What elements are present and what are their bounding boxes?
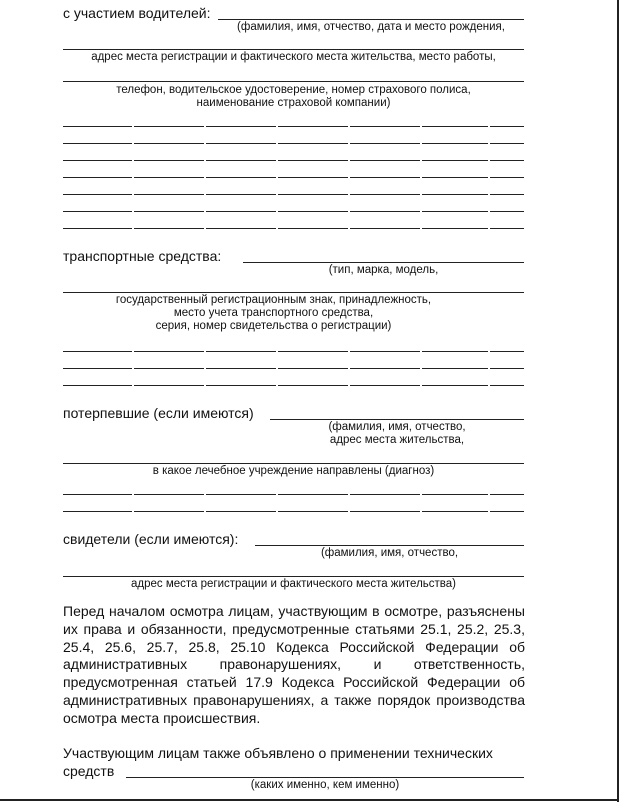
victims-hint-1: (фамилия, имя, отчество,	[328, 421, 466, 433]
blank-line-segment[interactable]	[134, 511, 204, 512]
drivers-input-line[interactable]	[218, 19, 524, 20]
blank-line-segment[interactable]	[350, 385, 420, 386]
blank-line-segment[interactable]	[63, 228, 132, 229]
blank-line-segment[interactable]	[63, 511, 132, 512]
blank-line-segment[interactable]	[490, 177, 524, 178]
blank-line-segment[interactable]	[134, 143, 204, 144]
vehicles-hint-2: государственный регистрационным знак, принадлежность,	[115, 294, 432, 306]
blank-line-segment[interactable]	[278, 160, 348, 161]
blank-line-segment[interactable]	[278, 177, 348, 178]
blank-line-segment[interactable]	[490, 126, 524, 127]
blank-line-segment[interactable]	[278, 368, 348, 369]
blank-line-segment[interactable]	[206, 177, 276, 178]
blank-line-segment[interactable]	[422, 160, 488, 161]
blank-line-segment[interactable]	[206, 511, 276, 512]
page-border-bottom	[0, 799, 619, 801]
blank-line-segment[interactable]	[422, 194, 488, 195]
blank-line-segment[interactable]	[350, 126, 420, 127]
vehicles-input-line[interactable]	[243, 262, 524, 263]
drivers-label: с участием водителей:	[63, 5, 211, 21]
blank-line-segment[interactable]	[422, 494, 488, 495]
blank-line-segment[interactable]	[278, 385, 348, 386]
blank-line-segment[interactable]	[63, 177, 132, 178]
blank-line-segment[interactable]	[490, 160, 524, 161]
victims-input-line[interactable]	[63, 463, 524, 464]
blank-line-segment[interactable]	[490, 194, 524, 195]
blank-line-segment[interactable]	[350, 177, 420, 178]
blank-line-segment[interactable]	[134, 177, 204, 178]
blank-line-segment[interactable]	[350, 228, 420, 229]
witnesses-input-line[interactable]	[255, 545, 524, 546]
victims-input-line[interactable]	[270, 419, 524, 420]
blank-line-segment[interactable]	[134, 126, 204, 127]
technical-hint: (каких именно, кем именно)	[250, 779, 400, 791]
blank-line-segment[interactable]	[350, 160, 420, 161]
blank-line-segment[interactable]	[63, 160, 132, 161]
blank-line-segment[interactable]	[490, 351, 524, 352]
vehicles-label: транспортные средства:	[63, 248, 222, 264]
drivers-hint-1: (фамилия, имя, отчество, дата и место рождения,	[237, 21, 505, 33]
blank-line-segment[interactable]	[490, 211, 524, 212]
blank-line-segment[interactable]	[63, 211, 132, 212]
blank-line-segment[interactable]	[278, 211, 348, 212]
blank-line-segment[interactable]	[134, 211, 204, 212]
blank-line-segment[interactable]	[422, 385, 488, 386]
vehicles-hint-4: серия, номер свидетельства о регистрации)	[155, 320, 392, 332]
blank-line-segment[interactable]	[490, 385, 524, 386]
witnesses-hint-2: адрес места регистрации и фактического места жительства)	[131, 578, 456, 590]
blank-line-segment[interactable]	[63, 368, 132, 369]
blank-line-segment[interactable]	[63, 351, 132, 352]
blank-line-segment[interactable]	[206, 211, 276, 212]
blank-line-segment[interactable]	[63, 494, 132, 495]
blank-line-segment[interactable]	[278, 511, 348, 512]
blank-line-segment[interactable]	[206, 126, 276, 127]
witnesses-label: свидетели (если имеются):	[63, 531, 239, 547]
blank-line-segment[interactable]	[350, 368, 420, 369]
blank-line-segment[interactable]	[278, 494, 348, 495]
blank-line-segment[interactable]	[63, 126, 132, 127]
blank-line-segment[interactable]	[206, 160, 276, 161]
blank-line-segment[interactable]	[350, 194, 420, 195]
blank-line-segment[interactable]	[134, 228, 204, 229]
drivers-input-line[interactable]	[63, 49, 524, 50]
victims-label: потерпевшие (если имеются)	[63, 405, 254, 421]
blank-line-segment[interactable]	[422, 143, 488, 144]
blank-line-segment[interactable]	[422, 177, 488, 178]
victims-hint-3: в какое лечебное учреждение направлены (диагноз)	[152, 465, 435, 477]
blank-line-segment[interactable]	[206, 351, 276, 352]
blank-line-segment[interactable]	[206, 143, 276, 144]
drivers-hint-3: телефон, водительское удостоверение, номер страхового полиса,	[116, 84, 471, 96]
blank-line-segment[interactable]	[206, 385, 276, 386]
drivers-hint-2: адрес места регистрации и фактического места жительства, место работы,	[91, 51, 496, 63]
blank-line-segment[interactable]	[422, 126, 488, 127]
blank-line-segment[interactable]	[278, 126, 348, 127]
blank-line-segment[interactable]	[350, 211, 420, 212]
blank-line-segment[interactable]	[350, 511, 420, 512]
blank-line-segment[interactable]	[278, 228, 348, 229]
blank-line-segment[interactable]	[63, 194, 132, 195]
blank-line-segment[interactable]	[350, 494, 420, 495]
technical-line-1: Участвующим лицам также объявлено о применении технических	[63, 745, 493, 761]
blank-line-segment[interactable]	[422, 368, 488, 369]
witnesses-input-line[interactable]	[63, 576, 524, 577]
blank-line-segment[interactable]	[278, 143, 348, 144]
technical-input-line[interactable]	[126, 777, 524, 778]
blank-line-segment[interactable]	[134, 194, 204, 195]
technical-line-2: средств	[63, 763, 115, 779]
blank-line-segment[interactable]	[350, 351, 420, 352]
victims-hint-2: адрес места жительства,	[329, 434, 465, 446]
vehicles-hint-1: (тип, марка, модель,	[328, 264, 439, 276]
blank-line-segment[interactable]	[63, 143, 132, 144]
blank-line-segment[interactable]	[350, 143, 420, 144]
rights-paragraph: Перед началом осмотра лицам, участвующим в осмотре, разъяснены их права и обязанности, предусмотренные статьями 25.1, 25.2, 25.3, 25.4, 25.6, 25.7, 25.8, 25.10 Кодекса Российской Федерации об административных правонарушениях, и ответственность, предусмотренная статьей 17.9 Кодекса Российской Федерации об административных правонарушениях, а также порядок производства осмотра места происшествия.	[63, 603, 525, 726]
vehicles-input-line[interactable]	[63, 292, 524, 293]
blank-line-segment[interactable]	[422, 228, 488, 229]
blank-line-segment[interactable]	[63, 385, 132, 386]
blank-line-segment[interactable]	[490, 228, 524, 229]
witnesses-hint-1: (фамилия, имя, отчество,	[320, 547, 459, 559]
blank-line-segment[interactable]	[206, 494, 276, 495]
blank-line-segment[interactable]	[278, 351, 348, 352]
drivers-hint-4: наименование страховой компании)	[196, 97, 391, 109]
blank-line-segment[interactable]	[278, 194, 348, 195]
blank-line-segment[interactable]	[490, 494, 524, 495]
page-border-right	[617, 0, 619, 802]
blank-line-segment[interactable]	[422, 511, 488, 512]
blank-line-segment[interactable]	[490, 511, 524, 512]
blank-line-segment[interactable]	[490, 143, 524, 144]
blank-line-segment[interactable]	[134, 494, 204, 495]
blank-line-segment[interactable]	[206, 228, 276, 229]
drivers-input-line[interactable]	[63, 81, 524, 82]
blank-line-segment[interactable]	[490, 368, 524, 369]
blank-line-segment[interactable]	[206, 368, 276, 369]
blank-line-segment[interactable]	[422, 211, 488, 212]
blank-line-segment[interactable]	[206, 194, 276, 195]
blank-line-segment[interactable]	[134, 351, 204, 352]
blank-line-segment[interactable]	[134, 385, 204, 386]
vehicles-hint-3: место учета транспортного средства,	[173, 307, 374, 319]
blank-line-segment[interactable]	[134, 368, 204, 369]
blank-line-segment[interactable]	[422, 351, 488, 352]
blank-line-segment[interactable]	[134, 160, 204, 161]
